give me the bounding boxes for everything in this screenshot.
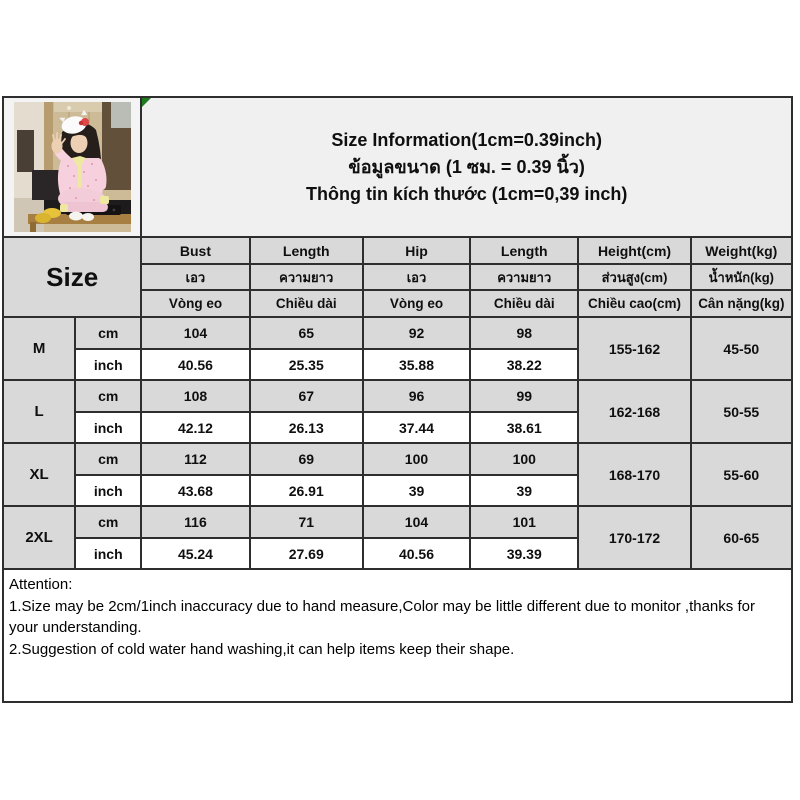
header-weight-th: น้ำหนัก(kg) [691, 264, 792, 290]
product-photo [14, 102, 131, 232]
unit-cm-label: cm [75, 506, 141, 538]
value-cell: 67 [250, 380, 363, 412]
attention-heading: Attention: [9, 576, 73, 593]
value-cell: 108 [141, 380, 249, 412]
weight-range-cell: 45-50 [691, 317, 792, 380]
title-cell [141, 97, 792, 237]
attention-note-1: 1.Size may be 2cm/1inch inaccuracy due to hand measure,Color may be little different due to monitor ,thanks for your understanding. [9, 597, 755, 636]
size-chart-sheet [2, 96, 793, 703]
unit-inch-label: inch [75, 475, 141, 506]
value-cell: 25.35 [250, 349, 363, 380]
header-hip-vi: Vòng eo [363, 290, 470, 317]
value-cell: 40.56 [363, 538, 470, 569]
value-cell: 100 [470, 443, 578, 475]
header-weight-en: Weight(kg) [691, 237, 792, 264]
header-length2-vi: Chiều dài [470, 290, 578, 317]
value-cell: 100 [363, 443, 470, 475]
weight-range-cell: 60-65 [691, 506, 792, 569]
value-cell: 39 [470, 475, 578, 506]
value-cell: 116 [141, 506, 249, 538]
header-bust-th: เอว [141, 264, 249, 290]
row-size-label: M [3, 317, 75, 380]
value-cell: 45.24 [141, 538, 249, 569]
header-length2-th: ความยาว [470, 264, 578, 290]
value-cell: 99 [470, 380, 578, 412]
title-line-en: Size Information(1cm=0.39inch) [331, 129, 602, 150]
header-height-en: Height(cm) [578, 237, 690, 264]
value-cell: 65 [250, 317, 363, 349]
value-cell: 112 [141, 443, 249, 475]
header-length1-vi: Chiều dài [250, 290, 363, 317]
title-line-th: ข้อมูลขนาด (1 ซม. = 0.39 นิ้ว) [348, 156, 585, 177]
value-cell: 101 [470, 506, 578, 538]
value-cell: 37.44 [363, 412, 470, 443]
row-size-label: 2XL [3, 506, 75, 569]
attention-note-2: 2.Suggestion of cold water hand washing,it can help items keep their shape. [9, 640, 515, 658]
value-cell: 104 [363, 506, 470, 538]
header-length1-en: Length [250, 237, 363, 264]
value-cell: 40.56 [141, 349, 249, 380]
cell-corner-marker-icon [142, 98, 151, 107]
value-cell: 39.39 [470, 538, 578, 569]
row-size-label: XL [3, 443, 75, 506]
weight-range-cell: 50-55 [691, 380, 792, 443]
size-corner-label: Size [3, 237, 141, 317]
header-length1-th: ความยาว [250, 264, 363, 290]
height-range-cell: 162-168 [578, 380, 690, 443]
value-cell: 96 [363, 380, 470, 412]
value-cell: 38.22 [470, 349, 578, 380]
value-cell: 38.61 [470, 412, 578, 443]
header-height-th: ส่วนสูง(cm) [578, 264, 690, 290]
size-table [2, 96, 793, 570]
unit-cm-label: cm [75, 443, 141, 475]
header-hip-en: Hip [363, 237, 470, 264]
header-length2-en: Length [470, 237, 578, 264]
value-cell: 26.91 [250, 475, 363, 506]
value-cell: 42.12 [141, 412, 249, 443]
unit-inch-label: inch [75, 412, 141, 443]
weight-range-cell: 55-60 [691, 443, 792, 506]
row-size-label: L [3, 380, 75, 443]
height-range-cell: 170-172 [578, 506, 690, 569]
product-photo-cell [3, 97, 141, 237]
header-bust-en: Bust [141, 237, 249, 264]
value-cell: 39 [363, 475, 470, 506]
value-cell: 69 [250, 443, 363, 475]
value-cell: 71 [250, 506, 363, 538]
unit-inch-label: inch [75, 538, 141, 569]
header-height-vi: Chiều cao(cm) [578, 290, 690, 317]
title-line-vi: Thông tin kích thước (1cm=0,39 inch) [305, 183, 628, 204]
height-range-cell: 168-170 [578, 443, 690, 506]
value-cell: 43.68 [141, 475, 249, 506]
unit-cm-label: cm [75, 317, 141, 349]
value-cell: 98 [470, 317, 578, 349]
unit-cm-label: cm [75, 380, 141, 412]
attention-note [2, 570, 793, 703]
header-weight-vi: Cân nặng(kg) [691, 290, 792, 317]
value-cell: 104 [141, 317, 249, 349]
header-bust-vi: Vòng eo [141, 290, 249, 317]
value-cell: 92 [363, 317, 470, 349]
value-cell: 26.13 [250, 412, 363, 443]
height-range-cell: 155-162 [578, 317, 690, 380]
value-cell: 27.69 [250, 538, 363, 569]
unit-inch-label: inch [75, 349, 141, 380]
header-hip-th: เอว [363, 264, 470, 290]
value-cell: 35.88 [363, 349, 470, 380]
